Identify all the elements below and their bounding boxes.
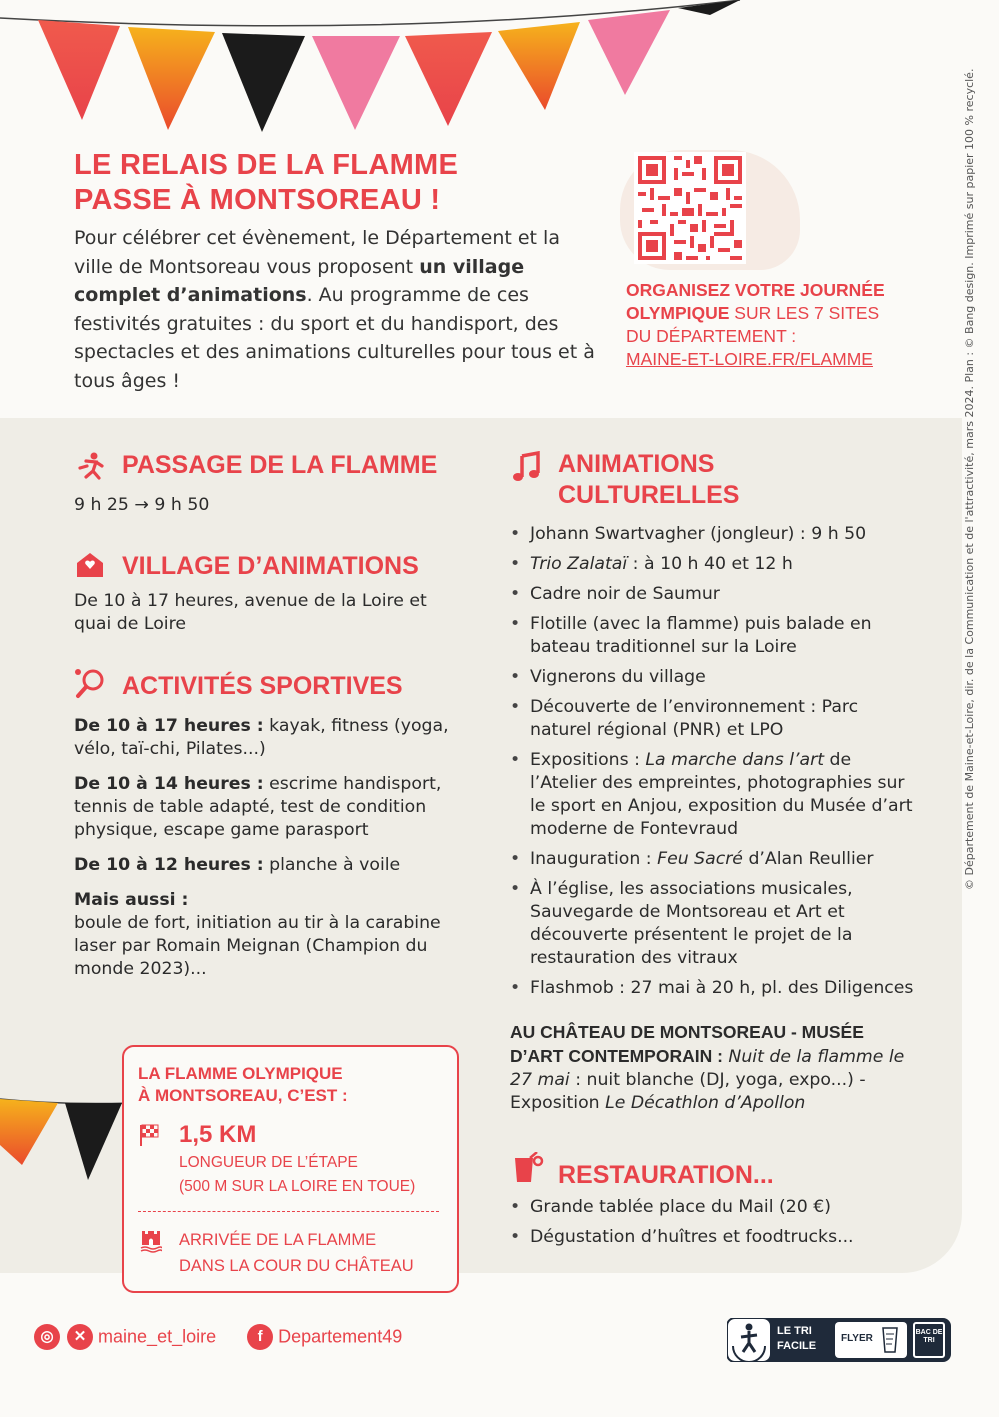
intro-bold: un village complet d’animations xyxy=(74,255,525,306)
castle-icon xyxy=(140,1227,162,1253)
flyer-icon xyxy=(881,1326,899,1354)
resto-list xyxy=(510,1196,920,1256)
sport-item: De 10 à 12 heures : planche à voile xyxy=(74,855,401,875)
list-item: • Flotille (avec la flamme) puis balade en bateau traditionnel sur la Loire xyxy=(510,613,920,659)
facebook-handle[interactable]: Departement49 xyxy=(278,1326,403,1347)
list-item: • Vignerons du village xyxy=(510,666,920,689)
box-divider xyxy=(138,1211,439,1212)
drink-icon xyxy=(511,1152,545,1186)
sport-title: ACTIVITÉS SPORTIVES xyxy=(122,672,403,700)
flyer-label: FLYER xyxy=(841,1333,873,1344)
runner-icon xyxy=(74,451,106,483)
list-item: • Inauguration : Feu Sacré d’Alan Reullier xyxy=(510,848,920,871)
list-item: • À l’église, les associations musicales, Sauvegarde de Montsoreau et Art et découverte présentent le projet de la restauration des vitraux xyxy=(510,878,920,970)
list-item: • Grande tablée place du Mail (20 €) xyxy=(510,1196,920,1219)
chateau-paragraph: AU CHÂTEAU DE MONTSOREAU - MUSÉE D’ART CONTEMPORAIN : Nuit de la flamme le 27 mai : nuit blanche (DJ, yoga, expo...) - Exposition Le Décathlon d’Apollon xyxy=(510,1022,905,1113)
passage-time: 9 h 25 → 9 h 50 xyxy=(74,495,210,515)
list-item: • Johann Swartvagher (jongleur) : 9 h 50 xyxy=(510,523,920,546)
village-title: VILLAGE D’ANIMATIONS xyxy=(122,552,419,580)
ping-pong-icon xyxy=(74,668,108,700)
qr-code[interactable] xyxy=(634,152,746,264)
list-item: • Trio Zalataï : à 10 h 40 et 12 h xyxy=(510,553,920,576)
main-title-line2: PASSE À MONTSOREAU ! xyxy=(74,184,441,216)
sport-also: Mais aussi : boule de fort, initiation au tir à la carabine laser par Romain Meignan (Champion du monde 2023)... xyxy=(74,890,441,979)
list-item: • Dégustation d’huîtres et foodtrucks... xyxy=(510,1226,920,1249)
list-item: • Expositions : La marche dans l’art de l’Atelier des empreintes, photographies sur le sport en Anjou, exposition du Musée d’art moderne de Fontevraud xyxy=(510,749,920,841)
flame-stats-box: LA FLAMME OLYMPIQUE À MONTSOREAU, C’EST : 1,5 KM LONGUEUR DE L’ÉTAPE (500 M SUR LA LOIRE EN TOUE) ARRIVÉE DE LA FLAMME DANS LA COUR DU CHÂTEAU xyxy=(122,1045,459,1293)
footer-social xyxy=(34,1324,402,1350)
list-item: • Cadre noir de Saumur xyxy=(510,583,920,606)
list-item: • Découverte de l’environnement : Parc naturel régional (PNR) et LPO xyxy=(510,696,920,742)
bunting-left xyxy=(0,1085,130,1185)
list-item: • Flashmob : 27 mai à 20 h, pl. des Diligences xyxy=(510,977,920,1000)
social-handle[interactable]: maine_et_loire xyxy=(98,1326,217,1347)
qr-link[interactable]: MAINE-ET-LOIRE.FR/FLAMME xyxy=(626,349,873,369)
facebook-icon[interactable]: f xyxy=(247,1324,273,1350)
x-icon[interactable]: ✕ xyxy=(67,1324,93,1350)
qr-caption: ORGANISEZ VOTRE JOURNÉE OLYMPIQUE SUR LES 7 SITES DU DÉPARTEMENT : MAINE-ET-LOIRE.FR/FLAMME xyxy=(626,279,926,371)
bin-icon: BAC DE TRI xyxy=(913,1322,945,1358)
sport-list xyxy=(74,715,474,981)
resto-title: RESTAURATION... xyxy=(558,1161,774,1189)
recycle-person-icon xyxy=(727,1318,771,1362)
passage-title: PASSAGE DE LA FLAMME xyxy=(122,451,438,479)
tri-logo: LE TRI FACILE FLYER BAC DE TRI xyxy=(727,1318,951,1362)
intro-paragraph: Pour célébrer cet évènement, le Département et la ville de Montsoreau vous proposent un village complet d’animations. Au programme de ces festivités gratuites : du sport et du handisport, des spectacles et des animations culturelles pour tous et à tous âges ! xyxy=(74,227,595,392)
distance-value: 1,5 KM xyxy=(179,1121,257,1148)
sport-item: De 10 à 14 heures : escrime handisport, tennis de table adapté, test de condition physique, escape game parasport xyxy=(74,774,442,840)
instagram-icon[interactable]: ◎ xyxy=(34,1324,60,1350)
village-text: De 10 à 17 heures, avenue de la Loire et quai de Loire xyxy=(74,591,427,634)
sport-item: De 10 à 17 heures : kayak, fitness (yoga, vélo, taï-chi, Pilates...) xyxy=(74,716,449,759)
culture-list xyxy=(510,523,920,1007)
house-icon xyxy=(75,551,105,579)
bunting-top xyxy=(0,0,999,140)
culture-title: ANIMATIONS CULTURELLES xyxy=(558,450,740,509)
music-note-icon xyxy=(512,451,542,483)
main-title-line1: LE RELAIS DE LA FLAMME xyxy=(74,149,459,181)
credits-text: © Département de Maine-et-Loire, dir. de la Communication et de l'attractivité, mars 2024. Plan : © Bang design. Imprimé sur papier 100 % recyclé. xyxy=(963,68,976,890)
checkered-flag-icon xyxy=(138,1123,164,1147)
